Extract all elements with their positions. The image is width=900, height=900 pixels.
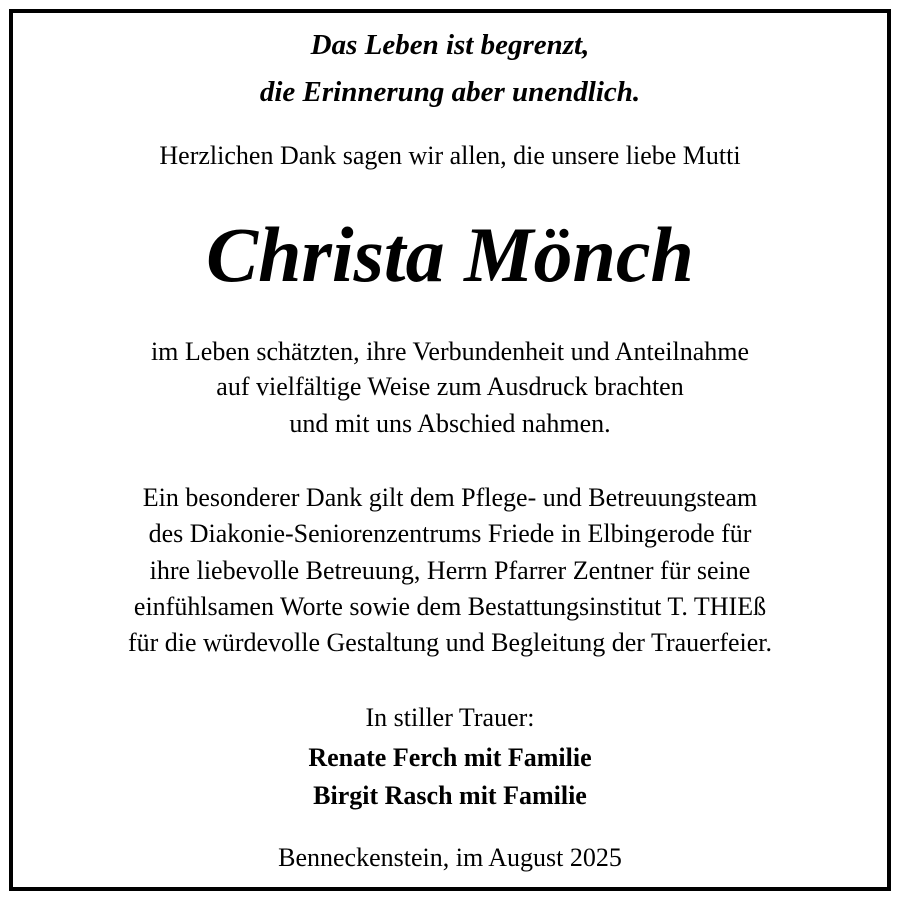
place-date: Benneckenstein, im August 2025 — [278, 843, 622, 872]
mourning-label: In stiller Trauer: — [365, 703, 535, 732]
special-thanks-line-1: Ein besonderer Dank gilt dem Pflege- und Betreuungsteam — [142, 483, 758, 512]
thanks-line-2: auf vielfältige Weise zum Ausdruck brachten — [216, 372, 684, 401]
signatory-1: Renate Ferch mit Familie — [308, 743, 592, 772]
motto-line-2: die Erinnerung aber unendlich. — [259, 76, 641, 108]
motto-line-1: Das Leben ist begrenzt, — [310, 29, 590, 61]
special-thanks-line-3: ihre liebevolle Betreuung, Herrn Pfarrer Zentner für seine — [149, 556, 751, 585]
signatory-2: Birgit Rasch mit Familie — [313, 781, 587, 810]
deceased-name: Christa Mönch — [206, 211, 694, 298]
thanks-line-1: im Leben schätzten, ihre Verbundenheit und Anteilnahme — [150, 337, 750, 366]
special-thanks-line-2: des Diakonie-Seniorenzentrums Friede in Elbingerode für — [148, 519, 752, 548]
special-thanks-line-5: für die würdevolle Gestaltung und Begleitung der Trauerfeier. — [127, 628, 773, 657]
thanks-line-3: und mit uns Abschied nahmen. — [289, 409, 611, 438]
intro-text: Herzlichen Dank sagen wir allen, die unsere liebe Mutti — [159, 141, 741, 170]
special-thanks-line-4: einfühlsamen Worte sowie dem Bestattungsinstitut T. THIEß — [133, 592, 767, 621]
